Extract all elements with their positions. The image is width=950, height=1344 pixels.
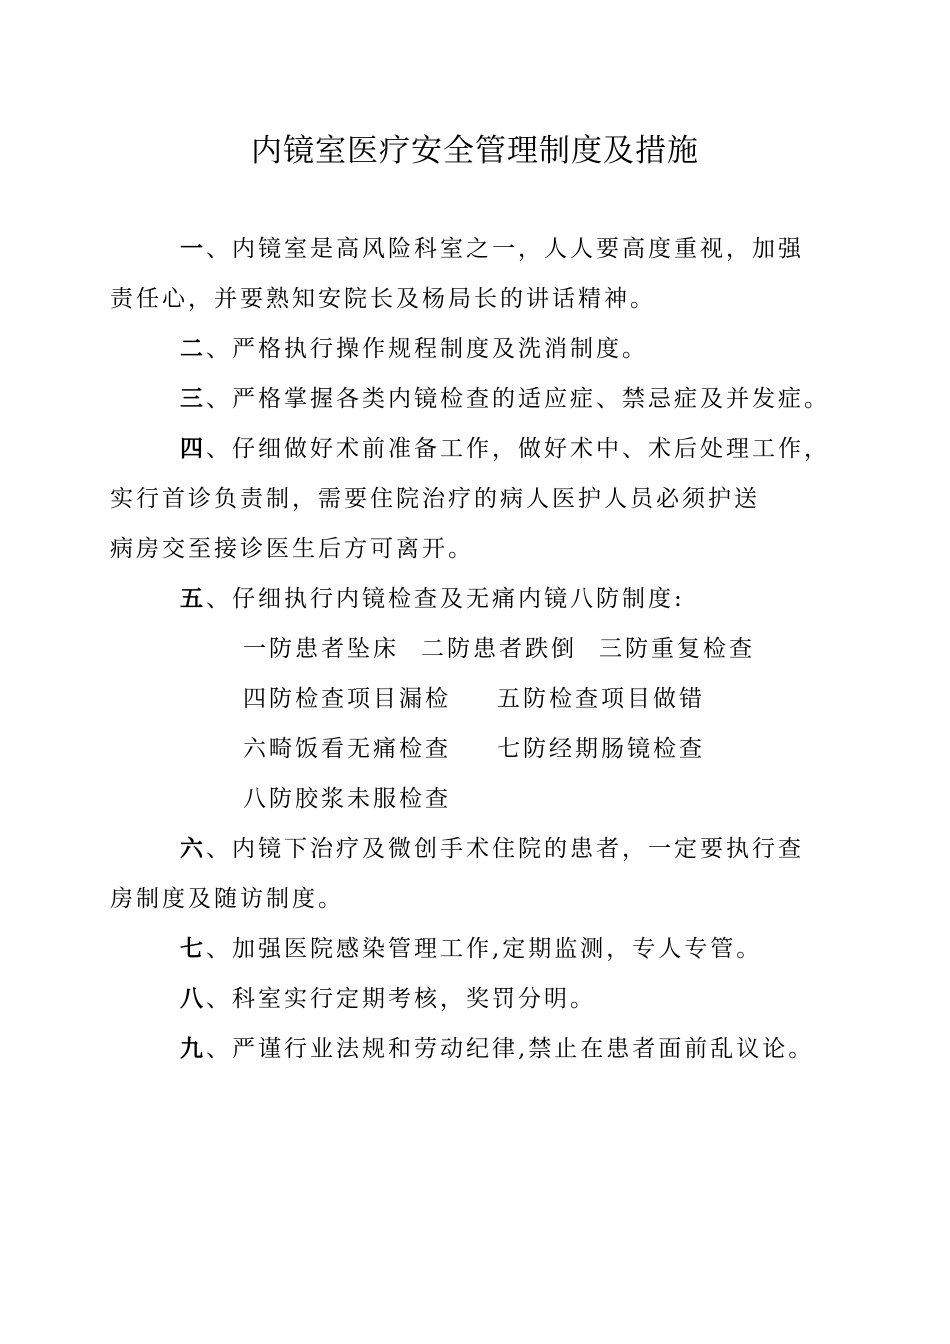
item-text: 、内镜下治疗及微创手术住院的患者，一定要执行查 bbox=[206, 836, 804, 862]
item-number: 七 bbox=[180, 935, 206, 962]
prevention-item: 八防胶浆未服检查 bbox=[243, 786, 451, 812]
prevention-row bbox=[243, 774, 825, 824]
item-text: 实行首诊负责制，需要住院治疗的病人医护人员必须护送 bbox=[110, 486, 760, 512]
item-text: 、严谨行业法规和劳动纪律,禁止在患者面前乱议论。 bbox=[206, 1036, 815, 1062]
prevention-row bbox=[243, 674, 825, 724]
item-text: 、仔细执行内镜检查及无痛内镜八防制度: bbox=[206, 586, 685, 612]
prevention-row bbox=[243, 724, 825, 774]
list-item-8 bbox=[145, 974, 825, 1024]
item-number: 八 bbox=[180, 985, 206, 1012]
prevention-item: 五防检查项目做错 bbox=[497, 686, 705, 712]
item-number: 一 bbox=[180, 235, 206, 262]
item-number: 四 bbox=[180, 435, 206, 462]
item-text: 病房交至接诊医生后方可离开。 bbox=[110, 536, 474, 562]
list-item-2 bbox=[145, 324, 825, 374]
prevention-item: 三防重复检查 bbox=[599, 636, 755, 662]
list-item-5 bbox=[145, 574, 825, 624]
prevention-item: 四防检查项目漏检 bbox=[243, 686, 451, 712]
item-text: 、科室实行定期考核，奖罚分明。 bbox=[206, 986, 596, 1012]
item-number: 二 bbox=[180, 335, 206, 362]
prevention-item: 二防患者跌倒 bbox=[421, 636, 577, 662]
item-number: 三 bbox=[180, 385, 206, 412]
list-item-3 bbox=[145, 374, 830, 424]
prevention-row bbox=[243, 624, 825, 674]
item-text: 、严格执行操作规程制度及洗消制度。 bbox=[206, 336, 648, 362]
prevention-item: 六畸饭看无痛检查 bbox=[243, 736, 451, 762]
page-title: 内镜室医疗安全管理制度及措施 bbox=[251, 133, 699, 169]
list-item-9 bbox=[145, 1024, 825, 1074]
item-text: 房制度及随访制度。 bbox=[110, 886, 344, 912]
item-text: 、仔细做好术前准备工作，做好术中、术后处理工作， bbox=[206, 436, 830, 462]
eight-preventions-list bbox=[145, 624, 825, 824]
list-item-4 bbox=[110, 424, 830, 574]
item-text: 、严格掌握各类内镜检查的适应症、禁忌症及并发症。 bbox=[206, 386, 830, 412]
item-text: 、加强医院感染管理工作,定期监测，专人专管。 bbox=[206, 936, 763, 962]
item-text: 责任心，并要熟知安院长及杨局长的讲话精神。 bbox=[110, 286, 656, 312]
list-item-1 bbox=[110, 224, 825, 324]
prevention-item: 一防患者坠床 bbox=[243, 636, 399, 662]
item-number: 九 bbox=[180, 1035, 206, 1062]
list-item-7 bbox=[145, 924, 825, 974]
item-number: 五 bbox=[180, 585, 206, 612]
list-item-6 bbox=[110, 824, 825, 924]
item-text: 、内镜室是高风险科室之一，人人要高度重视，加强 bbox=[206, 236, 804, 262]
prevention-item: 七防经期肠镜检查 bbox=[497, 736, 705, 762]
document-body bbox=[110, 224, 830, 1074]
item-number: 六 bbox=[180, 835, 206, 862]
